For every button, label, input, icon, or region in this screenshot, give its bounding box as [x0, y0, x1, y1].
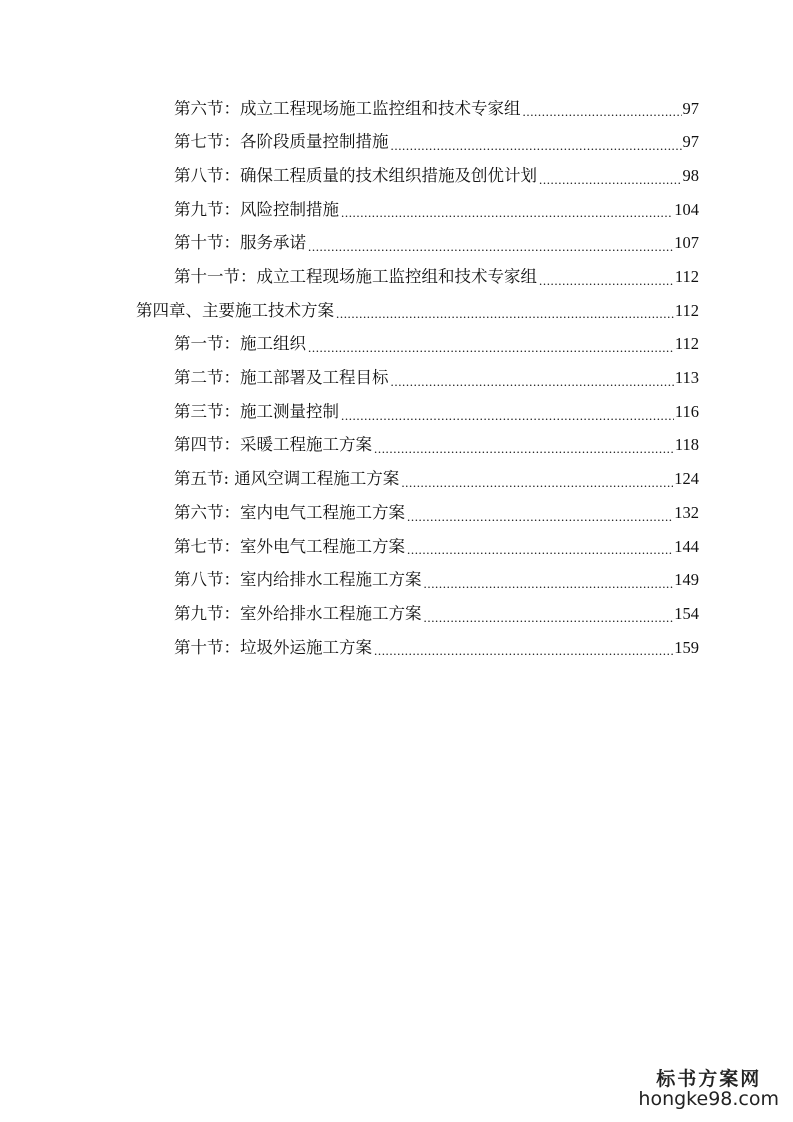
- toc-dot-leader: [374, 644, 673, 657]
- toc-page-number: 124: [674, 469, 699, 489]
- toc-entry[interactable]: [0, 227, 793, 261]
- toc-entry-title: 第十节：垃圾外运施工方案: [174, 637, 372, 657]
- toc-page-number: 112: [674, 300, 699, 320]
- toc-dot-leader: [407, 543, 673, 556]
- toc-entry-title: 第四章、主要施工技术方案: [136, 300, 334, 320]
- toc-entry-title: 第九节：室外给排水工程施工方案: [174, 603, 422, 623]
- toc-dot-leader: [374, 442, 674, 455]
- toc-page-number: 97: [682, 98, 699, 118]
- toc-entry-title: 第十节：服务承诺: [174, 233, 306, 253]
- toc-entry-title: 第八节：室内给排水工程施工方案: [174, 570, 422, 590]
- toc-page-number: 98: [682, 165, 699, 185]
- toc-entry-title: 第七节：各阶段质量控制措施: [174, 132, 389, 152]
- watermark-site-domain: hongke98.com: [638, 1088, 779, 1111]
- toc-entry[interactable]: [0, 597, 793, 631]
- toc-entry-title: 第九节：风险控制措施: [174, 199, 339, 219]
- toc-dot-leader: [341, 409, 674, 422]
- toc-entry[interactable]: [0, 92, 793, 126]
- toc-entry[interactable]: [0, 328, 793, 362]
- toc-entry-title: 第七节：室外电气工程施工方案: [174, 536, 405, 556]
- toc-dot-leader: [401, 476, 673, 489]
- toc-page-number: 132: [674, 502, 699, 522]
- toc-dot-leader: [523, 105, 682, 118]
- toc-page-number: 154: [674, 603, 699, 623]
- toc-entry[interactable]: [0, 260, 793, 294]
- toc-page-number: 97: [682, 132, 699, 152]
- toc-entry[interactable]: [0, 496, 793, 530]
- toc-entry[interactable]: [0, 631, 793, 665]
- toc-entry[interactable]: [0, 564, 793, 598]
- site-watermark: [638, 1070, 779, 1110]
- toc-page-number: 112: [674, 334, 699, 354]
- toc-dot-leader: [391, 375, 674, 388]
- toc-entry-title: 第一节：施工组织: [174, 334, 306, 354]
- toc-dot-leader: [539, 274, 674, 287]
- toc-page-number: 159: [674, 637, 699, 657]
- toc-entry-title: 第六节：成立工程现场施工监控组和技术专家组: [174, 98, 521, 118]
- toc-dot-leader: [308, 341, 674, 354]
- toc-dot-leader: [407, 510, 673, 523]
- toc-entry-title: 第二节：施工部署及工程目标: [174, 368, 389, 388]
- toc-entry-title: 第六节：室内电气工程施工方案: [174, 502, 405, 522]
- toc-entry[interactable]: [0, 530, 793, 564]
- toc-dot-leader: [424, 611, 674, 624]
- toc-entry[interactable]: [0, 362, 793, 396]
- toc-entry-title: 第十一节：成立工程现场施工监控组和技术专家组: [174, 267, 537, 287]
- toc-entry-title: 第八节：确保工程质量的技术组织措施及创优计划: [174, 165, 537, 185]
- toc-entry[interactable]: [0, 395, 793, 429]
- toc-entry[interactable]: [0, 429, 793, 463]
- toc-dot-leader: [391, 139, 682, 152]
- toc-entry[interactable]: [0, 159, 793, 193]
- toc-page-number: 113: [674, 368, 699, 388]
- toc-entry[interactable]: [0, 126, 793, 160]
- toc-page-number: 118: [674, 435, 699, 455]
- toc-chapter-entry[interactable]: [0, 294, 793, 328]
- toc-page-number: 104: [674, 199, 699, 219]
- toc-dot-leader: [308, 240, 673, 253]
- toc-entry[interactable]: [0, 463, 793, 497]
- toc-page-number: 112: [674, 267, 699, 287]
- toc-page-number: 149: [674, 570, 699, 590]
- toc-dot-leader: [424, 577, 674, 590]
- toc-entry[interactable]: [0, 193, 793, 227]
- toc-entry-title: 第三节：施工测量控制: [174, 401, 339, 421]
- table-of-contents: [0, 92, 793, 665]
- toc-dot-leader: [341, 206, 673, 219]
- toc-dot-leader: [336, 307, 674, 320]
- toc-dot-leader: [539, 173, 682, 186]
- toc-page-number: 107: [674, 233, 699, 253]
- toc-entry-title: 第四节：采暖工程施工方案: [174, 435, 372, 455]
- toc-entry-title: 第五节: 通风空调工程施工方案: [174, 469, 400, 489]
- watermark-site-name: 标书方案网: [656, 1068, 762, 1091]
- toc-page-number: 144: [674, 536, 699, 556]
- toc-page-number: 116: [674, 401, 699, 421]
